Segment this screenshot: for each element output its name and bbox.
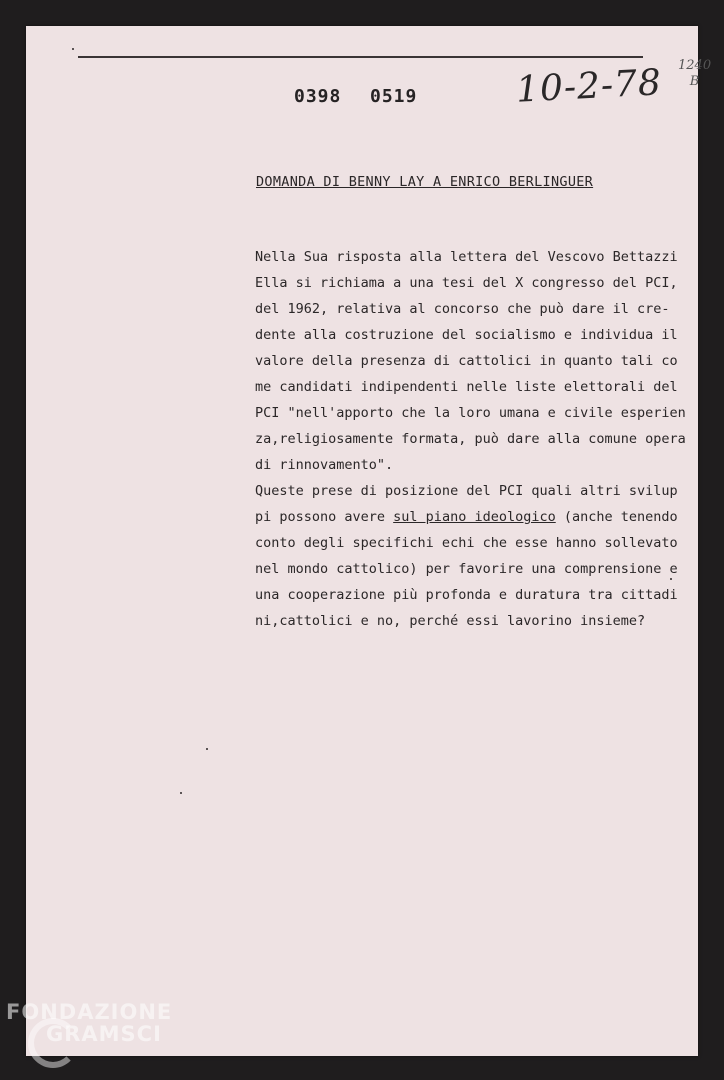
paper-speck bbox=[72, 48, 74, 50]
logo-line1: FONDAZIONE bbox=[6, 1000, 173, 1024]
body-line: di rinnovamento". bbox=[255, 457, 394, 473]
logo-line2: GRAMSCI bbox=[46, 1022, 162, 1046]
body-line: valore della presenza di cattolici in quanto tali co bbox=[255, 353, 678, 369]
body-line: Queste prese di posizione del PCI quali altri svilup bbox=[255, 483, 678, 499]
document-body bbox=[255, 244, 695, 634]
handwritten-tag bbox=[678, 58, 711, 90]
body-line: del 1962, relativa al concorso che può dare il cre- bbox=[255, 301, 670, 317]
fondazione-gramsci-logo bbox=[6, 1000, 196, 1070]
underlined-phrase: sul piano ideologico bbox=[393, 509, 556, 525]
body-line: Nella Sua risposta alla lettera del Vescovo Bettazzi bbox=[255, 249, 678, 265]
handwritten-tag-bottom: B bbox=[689, 74, 700, 89]
stamp-number-left: 0398 bbox=[294, 86, 342, 107]
stamp-number-right: 0519 bbox=[370, 86, 418, 107]
body-line: una cooperazione più profonda e duratura tra cittadi bbox=[255, 587, 678, 603]
body-line: dente alla costruzione del socialismo e individua il bbox=[255, 327, 678, 343]
body-line: za,religiosamente formata, può dare alla comune opera bbox=[255, 431, 686, 447]
body-line: conto degli specifichi echi che esse hanno sollevato bbox=[255, 535, 678, 551]
paper-speck bbox=[206, 748, 208, 750]
body-line: nel mondo cattolico) per favorire una comprensione e bbox=[255, 561, 678, 577]
document-page bbox=[26, 26, 712, 1056]
body-line: PCI "nell'apporto che la loro umana e civile esperien bbox=[255, 405, 686, 421]
handwritten-date: 10-2-78 bbox=[515, 62, 663, 111]
document-title: DOMANDA DI BENNY LAY A ENRICO BERLINGUER bbox=[256, 174, 594, 190]
body-line: pi possono avere sul piano ideologico (anche tenendo bbox=[255, 509, 678, 525]
body-line: ni,cattolici e no, perché essi lavorino insieme? bbox=[255, 613, 646, 629]
handwritten-tag-top: 1240 bbox=[678, 58, 712, 73]
paper-speck bbox=[180, 792, 182, 794]
body-line: me candidati indipendenti nelle liste elettorali del bbox=[255, 379, 678, 395]
top-rule bbox=[78, 56, 643, 58]
body-line: Ella si richiama a una tesi del X congresso del PCI, bbox=[255, 275, 678, 291]
